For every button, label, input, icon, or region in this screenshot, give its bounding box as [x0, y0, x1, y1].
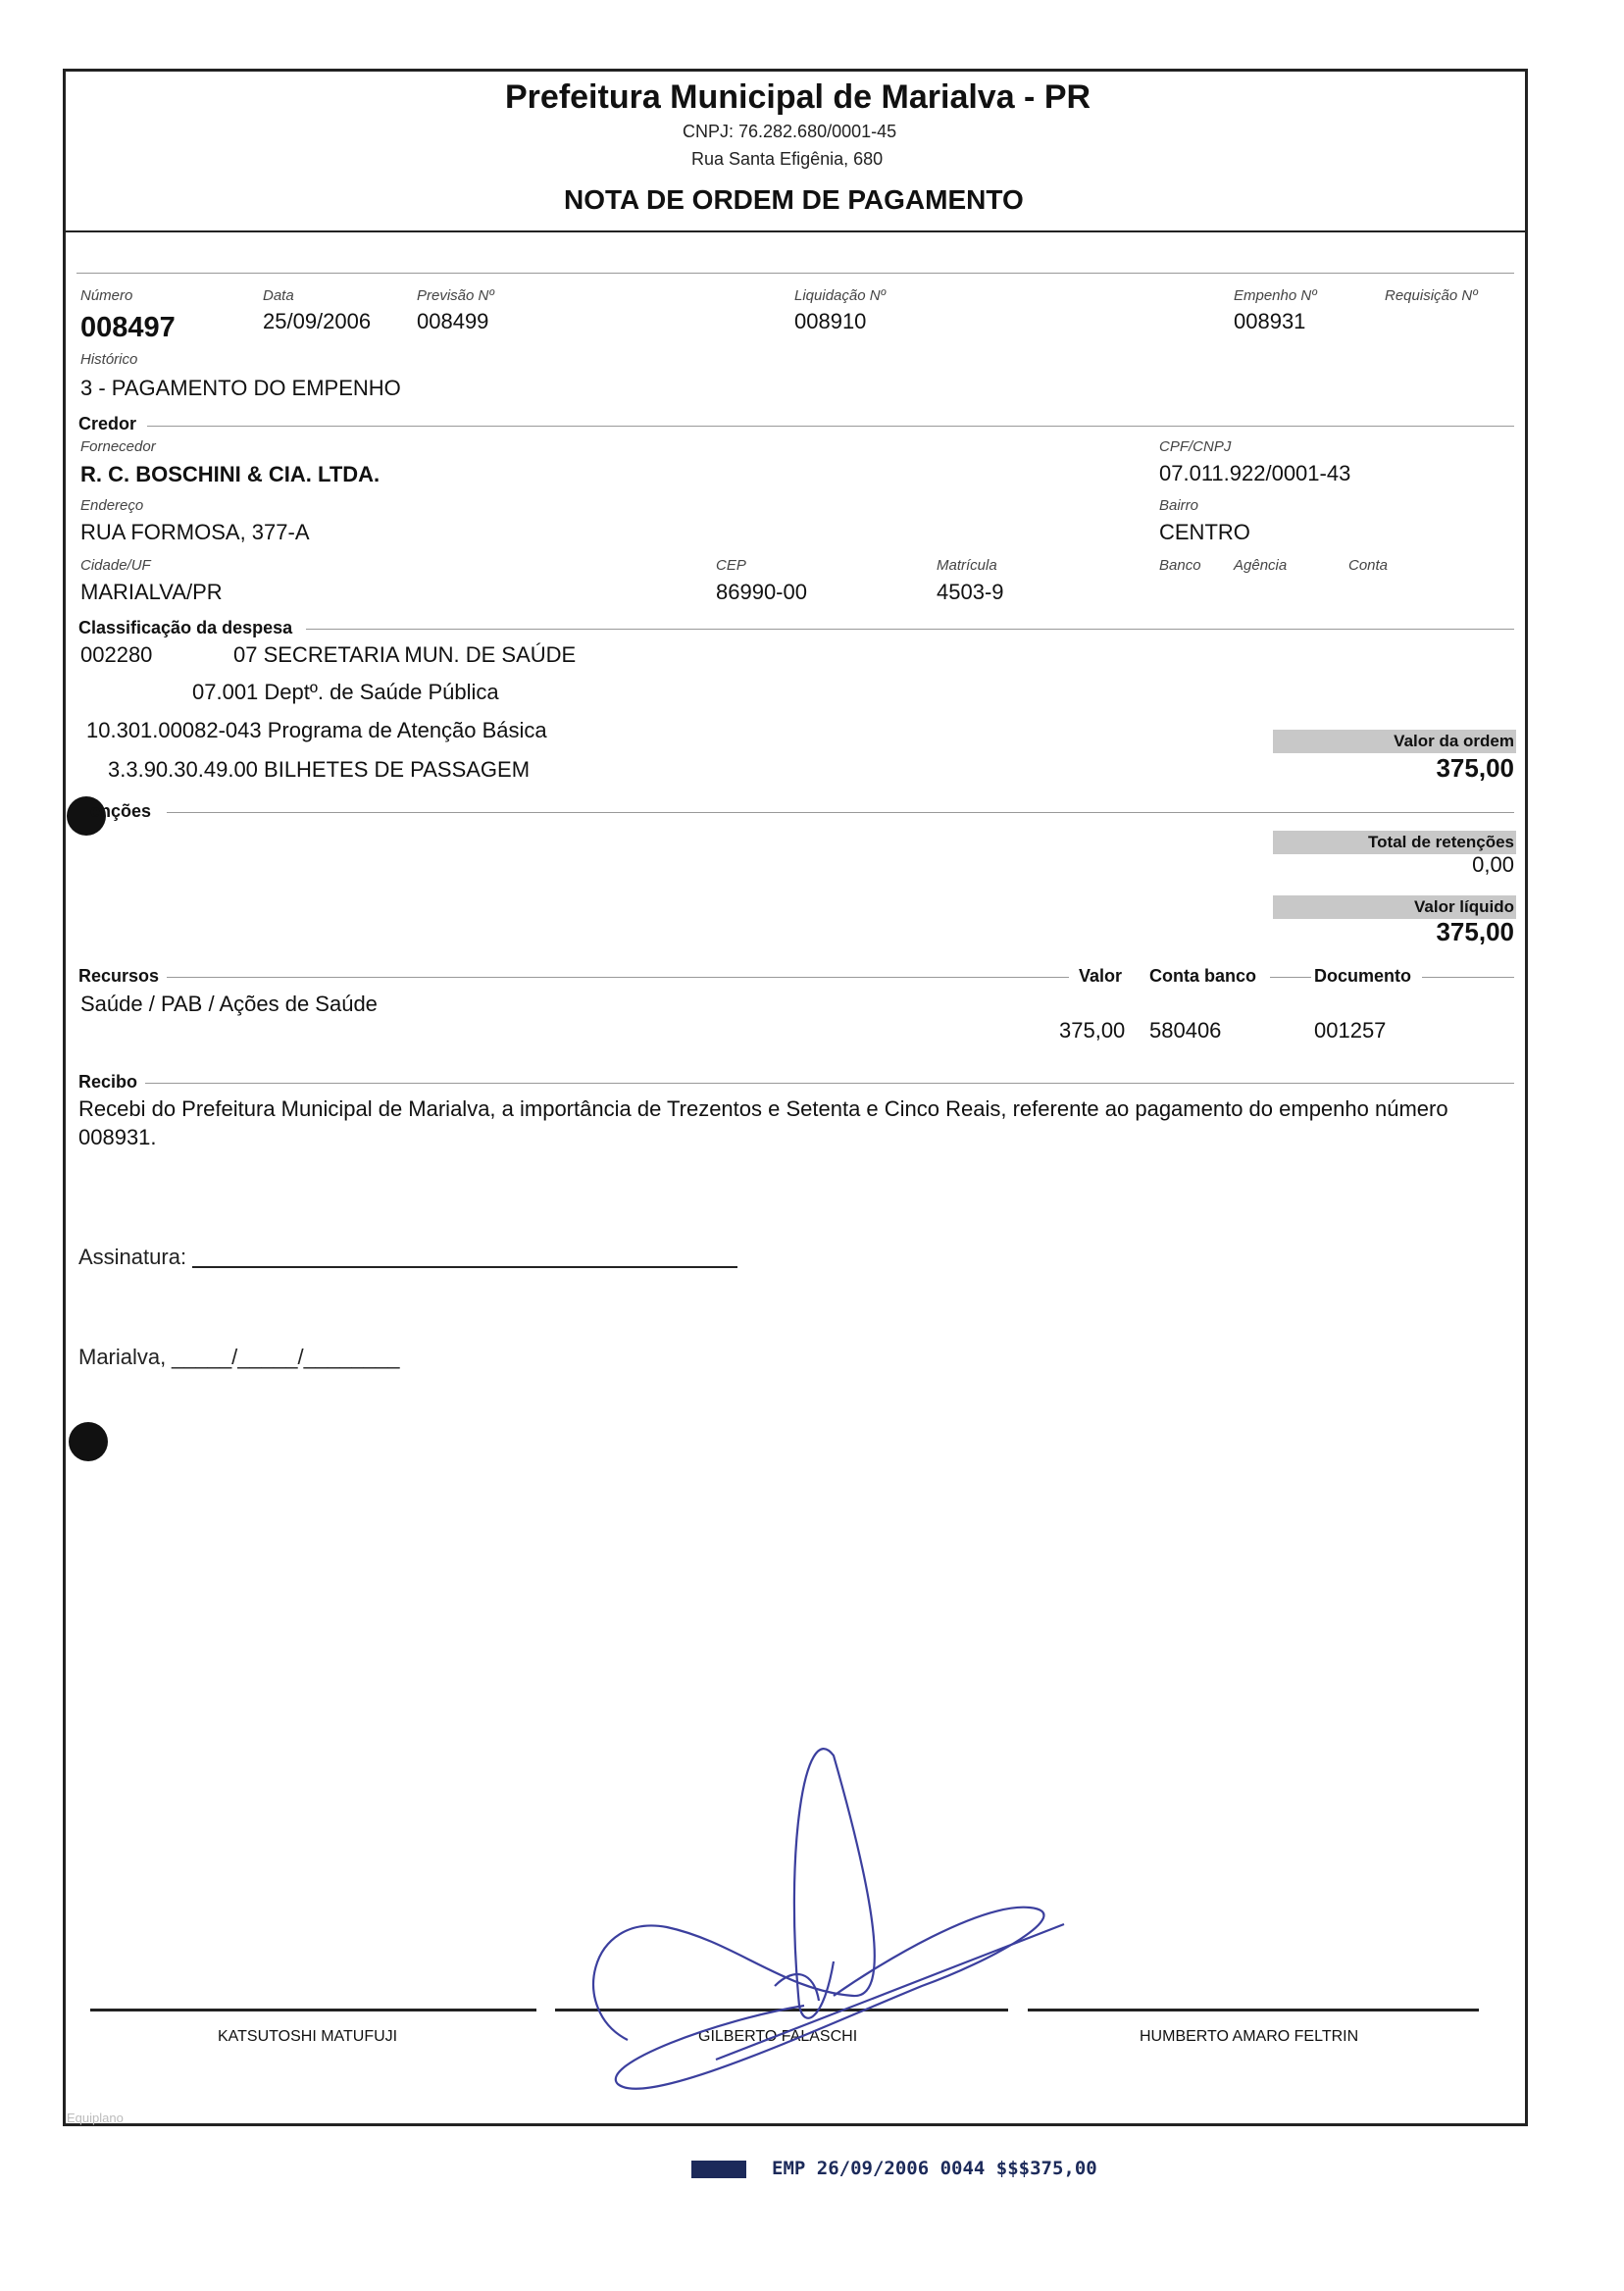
- cidade-label: Cidade/UF: [80, 557, 151, 574]
- page-title: Prefeitura Municipal de Marialva - PR: [505, 78, 1091, 116]
- agencia-label: Agência: [1234, 557, 1288, 574]
- signatory-3: HUMBERTO AMARO FELTRIN: [1140, 2028, 1359, 2045]
- data-value: 25/09/2006: [263, 309, 372, 333]
- document-title: NOTA DE ORDEM DE PAGAMENTO: [564, 184, 1024, 215]
- divider: [167, 812, 1514, 813]
- recursos-conta: 580406: [1149, 1018, 1222, 1043]
- credor-section-title: Credor: [78, 414, 137, 433]
- liquidacao-label: Liquidação Nº: [794, 287, 887, 304]
- classificacao-line2: 07.001 Deptº. de Saúde Pública: [192, 680, 499, 704]
- endereco-label: Endereço: [80, 497, 144, 514]
- assinatura-line: [192, 1266, 737, 1268]
- recursos-conta-label: Conta banco: [1149, 966, 1257, 986]
- valor-ordem-header: [1273, 730, 1516, 753]
- recursos-documento-label: Documento: [1314, 966, 1411, 986]
- valor-ordem-label: Valor da ordem: [1394, 732, 1514, 750]
- matricula-value: 4503-9: [937, 580, 1004, 604]
- cep-label: CEP: [716, 557, 746, 574]
- recibo-text: Recebi do Prefeitura Municipal de Marialva, a importância de Trezentos e Setenta e Cinco Reais, referente ao pagamento do empenho número: [78, 1096, 1448, 1121]
- data-label: Data: [263, 287, 294, 304]
- empenho-value: 008931: [1234, 309, 1306, 333]
- recursos-section-title: Recursos: [78, 966, 160, 986]
- local-label: Marialva,: [78, 1345, 167, 1369]
- valor-liquido-header: [1273, 895, 1516, 919]
- valor-ordem-value: 375,00: [1436, 753, 1514, 783]
- divider: [306, 629, 1514, 630]
- signatory-1: KATSUTOSHI MATUFUJI: [218, 2028, 398, 2045]
- endereco-value: RUA FORMOSA, 377-A: [80, 520, 310, 544]
- empenho-label: Empenho Nº: [1234, 287, 1317, 304]
- total-retencoes-value: 0,00: [1472, 852, 1514, 877]
- signatory-2: GILBERTO FALASCHI: [698, 2028, 858, 2045]
- banco-label: Banco: [1159, 557, 1201, 574]
- numero-value: 008497: [80, 312, 176, 343]
- total-retencoes-label: Total de retenções: [1368, 833, 1514, 851]
- valor-liquido-value: 375,00: [1436, 917, 1514, 946]
- previsao-label: Previsão Nº: [417, 287, 494, 304]
- matricula-label: Matrícula: [937, 557, 997, 574]
- address-text: Rua Santa Efigênia, 680: [691, 149, 884, 169]
- cidade-value: MARIALVA/PR: [80, 580, 223, 604]
- classificacao-section-title: Classificação da despesa: [78, 618, 293, 637]
- recursos-descricao: Saúde / PAB / Ações de Saúde: [80, 992, 378, 1016]
- conta-label: Conta: [1348, 557, 1389, 574]
- punch-hole: [69, 1422, 108, 1461]
- divider: [76, 273, 1514, 274]
- classificacao-code: 002280: [80, 642, 153, 667]
- signature-line-1: [90, 2009, 536, 2011]
- total-retencoes-header: [1273, 831, 1516, 854]
- valor-liquido-label: Valor líquido: [1413, 897, 1514, 916]
- historico-value: 3 - PAGAMENTO DO EMPENHO: [80, 376, 401, 400]
- cep-value: 86990-00: [716, 580, 807, 604]
- classificacao-line3: 10.301.00082-043 Programa de Atenção Básica: [86, 718, 547, 742]
- recibo-section-title: Recibo: [78, 1072, 138, 1092]
- cpf-value: 07.011.922/0001-43: [1159, 461, 1351, 485]
- assinatura-label: Assinatura:: [78, 1245, 187, 1269]
- signature-line-3: [1028, 2009, 1479, 2011]
- fornecedor-label: Fornecedor: [80, 438, 156, 455]
- date-blank: _____/_____/________: [172, 1345, 400, 1369]
- classificacao-line1: 07 SECRETARIA MUN. DE SAÚDE: [233, 642, 577, 667]
- retencoes-section-title: enções: [90, 801, 152, 821]
- divider: [1270, 977, 1311, 978]
- stamp-logo: [691, 2161, 746, 2178]
- bairro-label: Bairro: [1159, 497, 1199, 514]
- handwritten-signature: [569, 1736, 1079, 2109]
- divider: [167, 977, 1069, 978]
- payment-stamp: EMP 26/09/2006 0044 $$$375,00: [772, 2158, 1097, 2179]
- divider: [145, 1083, 1514, 1084]
- faint-footer-text: Equiplano: [67, 2111, 124, 2125]
- requisicao-label: Requisição Nº: [1385, 287, 1478, 304]
- numero-label: Número: [80, 287, 133, 304]
- cnpj-text: CNPJ: 76.282.680/0001-45: [683, 122, 897, 141]
- header-divider: [63, 230, 1528, 232]
- recursos-valor-label: Valor: [1079, 966, 1123, 986]
- liquidacao-value: 008910: [794, 309, 867, 333]
- fornecedor-value: R. C. BOSCHINI & CIA. LTDA.: [80, 462, 381, 486]
- recursos-documento: 001257: [1314, 1018, 1387, 1043]
- classificacao-line4: 3.3.90.30.49.00 BILHETES DE PASSAGEM: [108, 757, 531, 782]
- historico-label: Histórico: [80, 351, 138, 368]
- divider: [147, 426, 1514, 427]
- recibo-text-2: 008931.: [78, 1125, 157, 1149]
- bairro-value: CENTRO: [1159, 520, 1250, 544]
- previsao-value: 008499: [417, 309, 489, 333]
- divider: [1422, 977, 1514, 978]
- cpf-label: CPF/CNPJ: [1159, 438, 1232, 455]
- recursos-valor: 375,00: [1059, 1018, 1126, 1043]
